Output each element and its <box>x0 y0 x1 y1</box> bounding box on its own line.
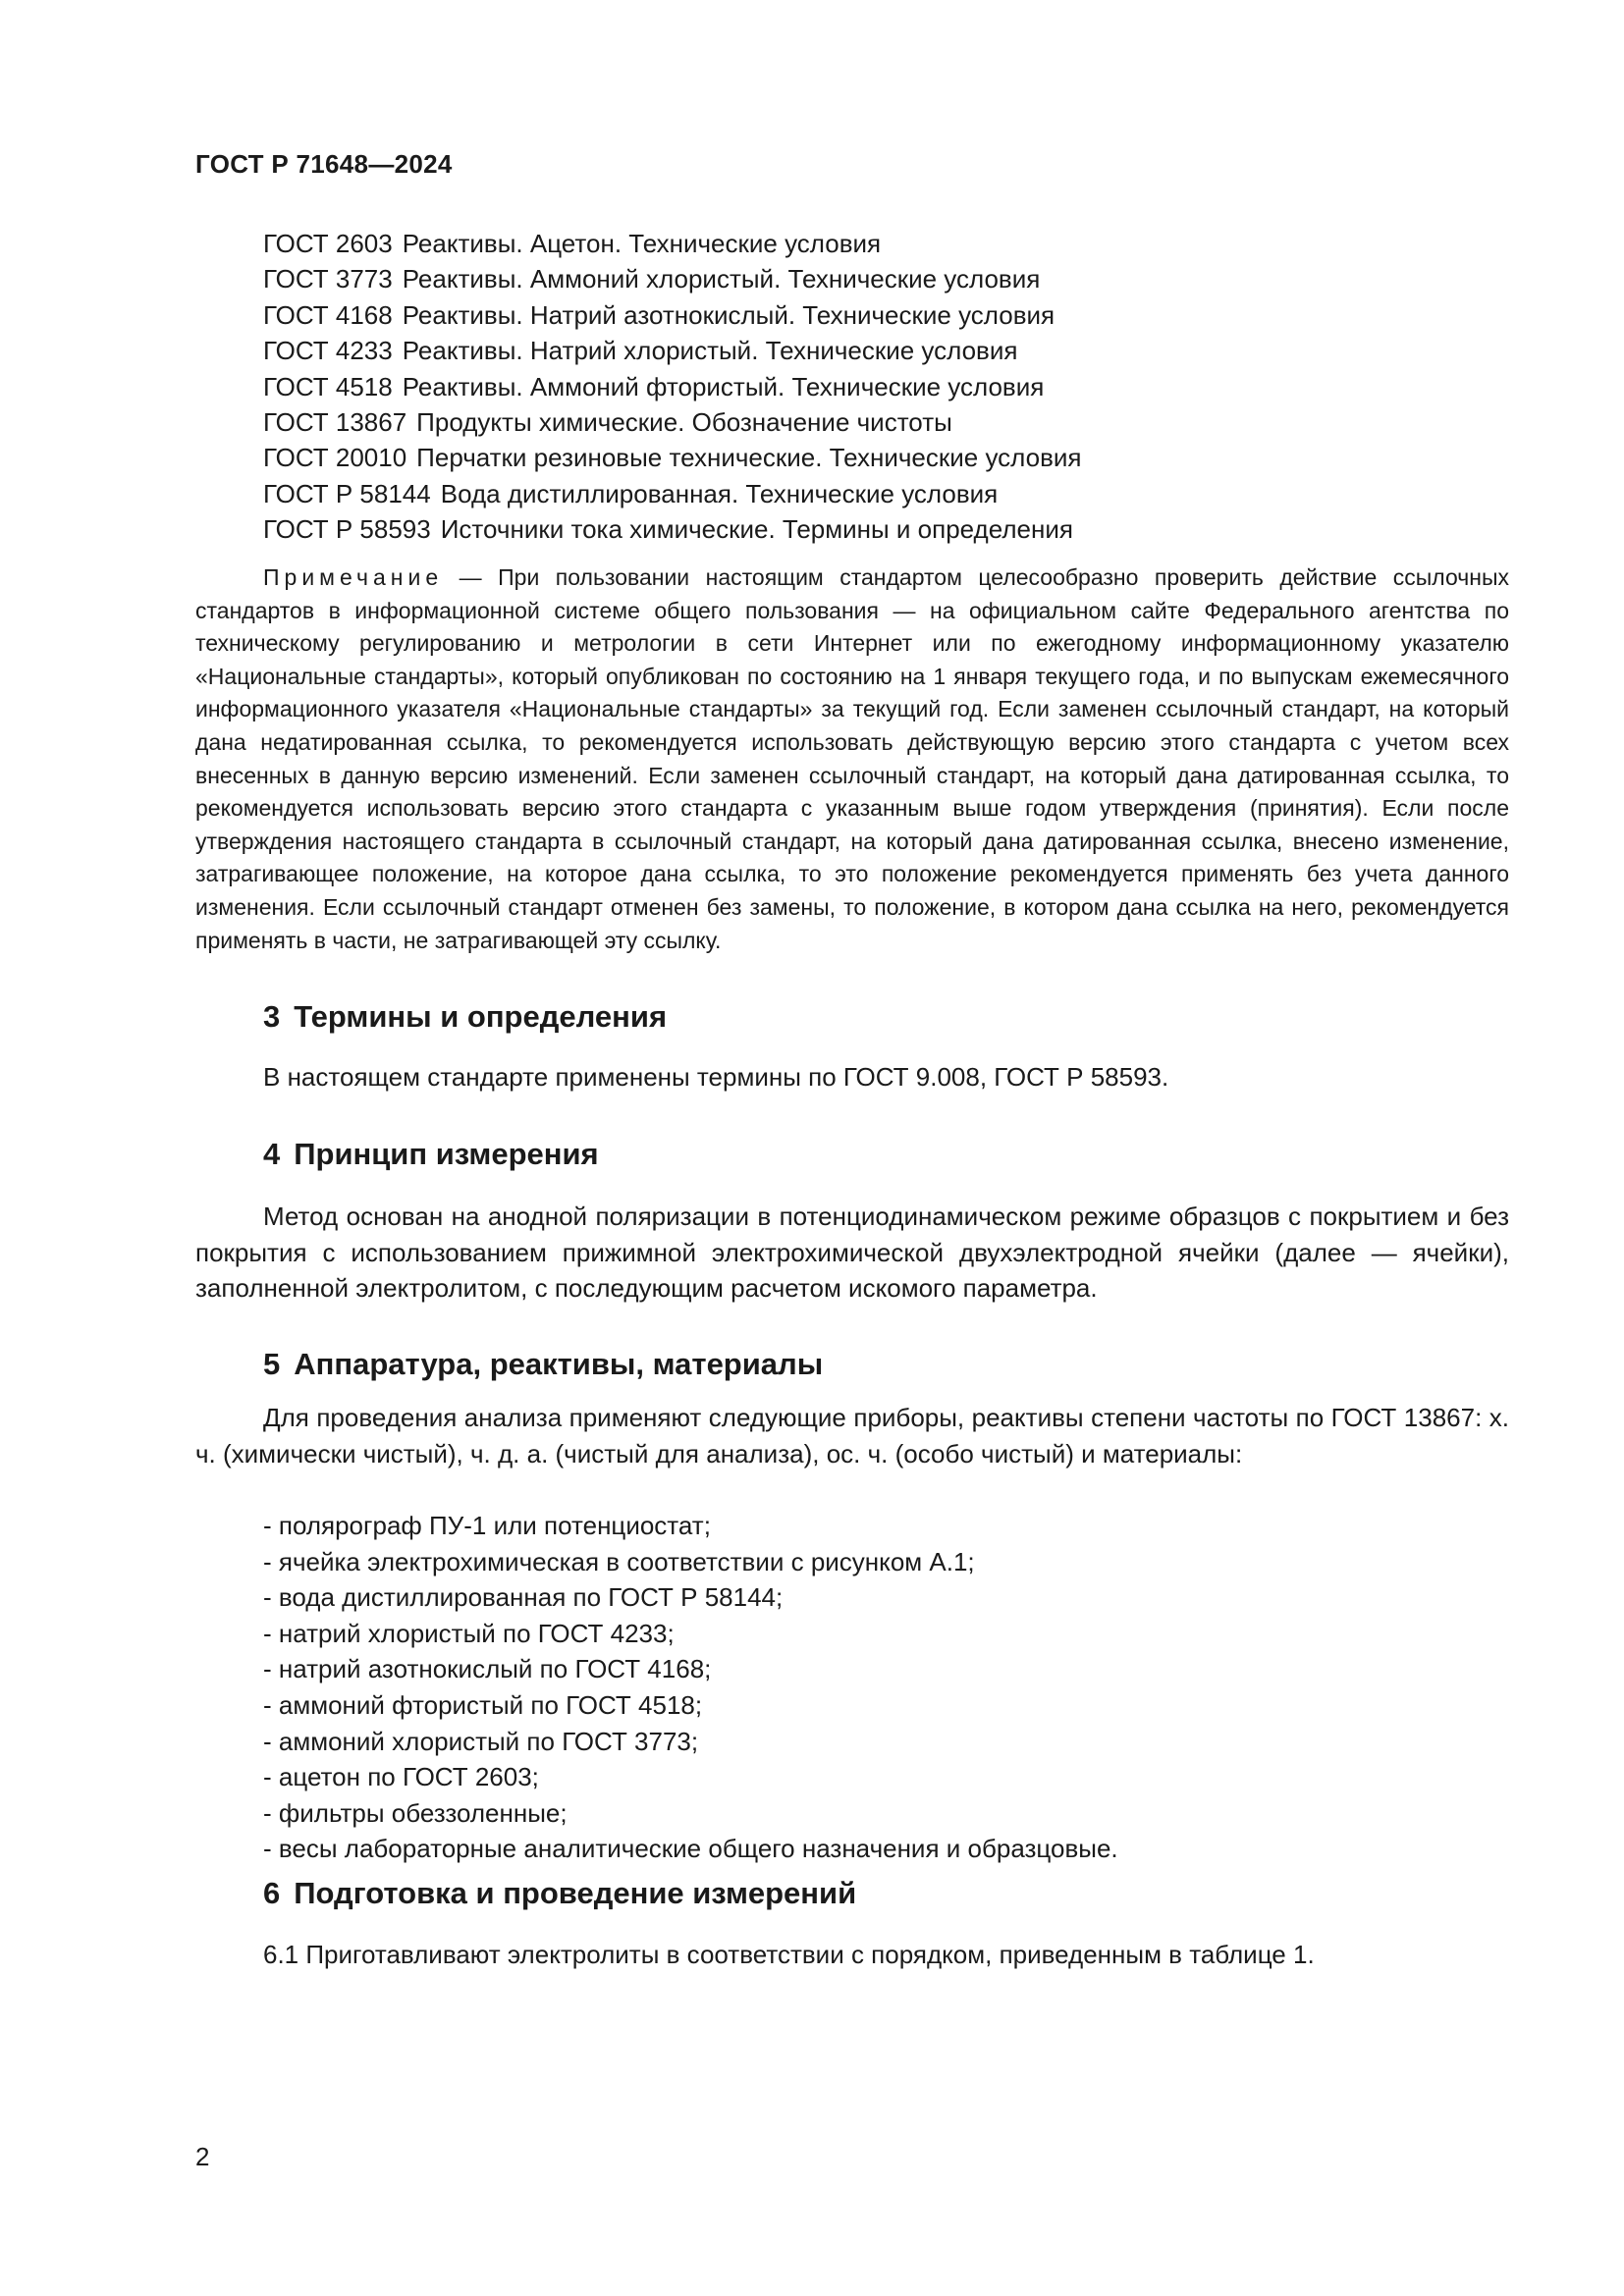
reference-item <box>263 297 1082 333</box>
reference-item <box>263 404 1082 440</box>
reference-title: Реактивы. Аммоний хлористый. Технические условия <box>402 264 1041 294</box>
reference-title: Реактивы. Аммоний фтористый. Технические условия <box>402 371 1045 401</box>
section-3-text: В настоящем стандарте применены термины по ГОСТ 9.008, ГОСТ Р 58593. <box>263 1062 1169 1092</box>
section-6-heading <box>263 1876 856 1911</box>
reference-code: ГОСТ Р 58593 <box>263 514 431 545</box>
list-item: - полярограф ПУ-1 или потенциостат; <box>263 1511 711 1540</box>
section-title: Термины и определения <box>294 999 668 1034</box>
reference-item <box>263 476 1082 511</box>
section-5-intro: Для проведения анализа применяют следующие приборы, реактивы степени частоты по ГОСТ 13867: х. ч. (химически чистый), ч. д. а. (чистый для анализа), ос. ч. (особо чистый) и материалы: <box>195 1403 1509 1468</box>
section-4-heading <box>263 1137 599 1172</box>
reference-code: ГОСТ 20010 <box>263 443 407 473</box>
list-item: - аммоний хлористый по ГОСТ 3773; <box>263 1726 699 1756</box>
section-number: 5 <box>263 1347 281 1381</box>
note-text: — При пользовании настоящим стандартом целесообразно проверить действие ссылочных стандартов в информационной системе общего пользования — на официальном сайте Федерального агентства по техническому регулированию и метрологии в сети Интернет или по ежегодному информационному указателю «Национальные стандарты», который опубликован по состоянию на 1 января текущего года, и по выпускам ежемесячного информационного указателя «Национальные стандарты» за текущий год. Если заменен ссылочный стандарт, на который дана недатированная ссылка, то рекомендуется использовать действующую версию этого стандарта с учетом всех внесенных в данную версию изменений. Если заменен ссылочный стандарт, на который дана датированная ссылка, то рекомендуется использовать версию этого стандарта с указанным выше годом утверждения (принятия). Если после утверждения настоящего стандарта в ссылочный стандарт, на который дана датированная ссылка, внесено изменение, затрагивающее положение, на которое дана ссылка, то это положение рекомендуется применять без учета данного изменения. Если ссылочный стандарт отменен без замены, то положение, в котором дана ссылка на него, рекомендуется применять в части, не затрагивающей эту ссылку. <box>195 564 1509 953</box>
page-number: 2 <box>195 2142 210 2171</box>
section-title: Подготовка и проведение измерений <box>294 1876 857 1910</box>
section-3-heading <box>263 999 667 1035</box>
materials-list <box>263 1508 1118 1867</box>
reference-title: Реактивы. Ацетон. Технические условия <box>402 229 882 258</box>
reference-title: Реактивы. Натрий хлористый. Технические условия <box>402 336 1018 366</box>
document-code-header: ГОСТ Р 71648—2024 <box>195 149 453 179</box>
reference-item <box>263 440 1082 475</box>
reference-item <box>263 511 1082 547</box>
reference-item <box>263 369 1082 404</box>
list-item: - весы лабораторные аналитические общего назначения и образцовые. <box>263 1834 1118 1864</box>
list-item: - ячейка электрохимическая в соответствии с рисунком А.1; <box>263 1546 975 1576</box>
list-item: - вода дистиллированная по ГОСТ Р 58144; <box>263 1582 784 1613</box>
section-6-text: 6.1 Приготавливают электролиты в соответствии с порядком, приведенным в таблице 1. <box>263 1940 1315 1969</box>
list-item: - ацетон по ГОСТ 2603; <box>263 1762 539 1792</box>
list-item: - натрий азотнокислый по ГОСТ 4168; <box>263 1654 712 1684</box>
list-item: - фильтры обеззоленные; <box>263 1797 568 1828</box>
section-4-text: Метод основан на анодной поляризации в потенциодинамическом режиме образцов с покрытием и без покрытия с использованием прижимной электрохимической двухэлектродной ячейки (далее — ячейки), заполненной электролитом, с последующим расчетом искомого параметра. <box>195 1201 1509 1304</box>
reference-code: ГОСТ 4518 <box>263 371 393 401</box>
normative-references-list <box>263 226 1082 548</box>
section-number: 3 <box>263 999 281 1034</box>
section-title: Аппаратура, реактивы, материалы <box>294 1347 824 1381</box>
reference-code: ГОСТ 4168 <box>263 299 393 330</box>
note-label: Примечание <box>263 564 444 590</box>
list-item: - аммоний фтористый по ГОСТ 4518; <box>263 1689 703 1720</box>
reference-note <box>195 561 1509 957</box>
reference-title: Реактивы. Натрий азотнокислый. Технические условия <box>402 299 1056 330</box>
reference-code: ГОСТ 3773 <box>263 264 393 294</box>
section-number: 4 <box>263 1137 281 1171</box>
reference-title: Источники тока химические. Термины и определения <box>440 514 1073 545</box>
reference-title: Продукты химические. Обозначение чистоты <box>416 407 952 438</box>
reference-item <box>263 333 1082 368</box>
reference-code: ГОСТ 13867 <box>263 407 407 438</box>
section-5-heading <box>263 1347 823 1382</box>
list-item: - натрий хлористый по ГОСТ 4233; <box>263 1618 675 1648</box>
section-number: 6 <box>263 1876 281 1910</box>
section-title: Принцип измерения <box>294 1137 599 1171</box>
reference-title: Вода дистиллированная. Технические условия <box>440 478 999 508</box>
reference-code: ГОСТ 4233 <box>263 336 393 366</box>
reference-item <box>263 261 1082 296</box>
reference-title: Перчатки резиновые технические. Технические условия <box>416 443 1082 473</box>
reference-code: ГОСТ Р 58144 <box>263 478 431 508</box>
reference-code: ГОСТ 2603 <box>263 229 393 258</box>
reference-item <box>263 226 1082 261</box>
